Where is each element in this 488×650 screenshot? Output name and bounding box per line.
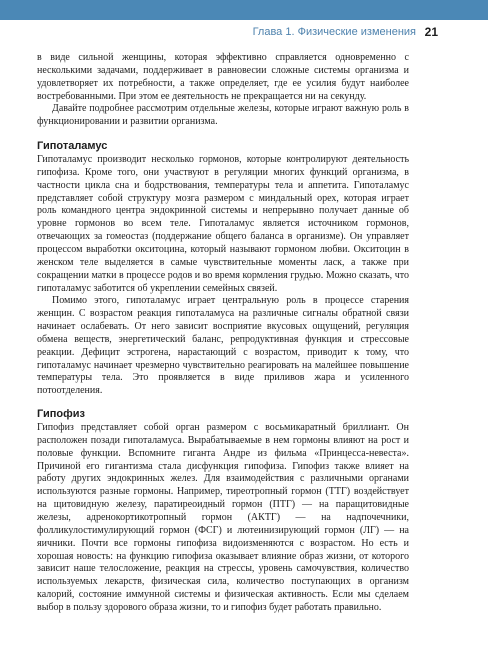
- section-heading-hypothalamus: Гипоталамус: [37, 140, 108, 153]
- intro-paragraph-continued: в виде сильной женщины, которая эффективно справляется одновременно с несколькими задачами, поддерживает в равновесии сложные системы организма и удовлетворяет их потребности, а также определяет, где ее усилия будут наиболее востребованными. При этом ее деятельность не прекращается ни на секунду.: [37, 52, 409, 102]
- hypothalamus-paragraph-2: Помимо этого, гипоталамус играет центральную роль в процессе старения женщин. С возрастом реакция гипоталамуса на различные сигналы обратной связи начинает ослабевать. От него зависит восприятие вкусовых ощущений, регуляция обмена веществ, энергетический баланс, репродуктивная функция и стрессовые реакции. Дефицит эстрогена, нарастающий с возрастом, приводит к тому, что гипоталамус начинает чрезмерно чувствительно реагировать на малейшее повышение температуры тела. Это проявляется в виде приливов жара и усиленного потоотделения.: [37, 295, 409, 397]
- pituitary-paragraph-1: Гипофиз представляет собой орган размером с восьмикаратный бриллиант. Он расположен позади гипоталамуса. Вырабатываемые в нем гормоны влияют на рост и половые функции. Вспомните гиганта Андре из фильма «Принцесса-невеста». Причиной его гигантизма стала дисфункция гипофиза. Гипофиз также влияет на работу других эндокринных желез. Для взаимодействия с различными органами используются разные гормоны. Например, тиреотропный гормон (ТТГ) воздействует на щитовидную железу, паратиреоидный гормон (ПТГ) — на паращитовидные железы, адренокортикотропный гормон (АКТГ) — на надпочечники, фолликулостимулирующий гормон (ФСГ) и лютеинизирующий гормон (ЛГ) — на яичники. Почти все гормоны гипофиза видоизменяются с возрастом. Но есть и хорошая новость: на функцию гипофиза оказывает влияние образ жизни, от которого зависит наше телосложение, реакция на стрессы, уровень самочувствия, количество используемых лекарств, физическая сила, количество поступающих в организм калорий, состояние иммунной системы и физическая активность. Если мы сделаем выбор в пользу здорового образа жизни, то и гипофиз будет работать правильно.: [37, 422, 409, 613]
- body-text-column: [37, 52, 409, 615]
- hypothalamus-paragraph-1: Гипоталамус производит несколько гормонов, которые контролируют деятельность гипофиза. Кроме того, они участвуют в регуляции многих функций организма, в частности цикла сна и бодрствования, температуры тела и аппетита. Гипоталамус представляет собой структуру мозга размером с миндальный орех, которая играет роль командного центра эндокринной системы и непрерывно получает данные об уровне гормонов во всем теле. Гипоталамус является источником гормонов, отвечающих за гомеостаз (поддержание общего баланса в организме). Он управляет процессом выработки окситоцина, который называют гормоном любви. Окситоцин в женском теле выделяется в самые чувствительные моменты ласк, а также при сокращении матки в процессе родов и во время кормления грудью. Можно сказать, что гипоталамус заботится об укреплении семейных связей.: [37, 154, 409, 294]
- page-number: 21: [424, 25, 438, 39]
- chapter-running-head: Глава 1. Физические изменения: [252, 26, 416, 38]
- intro-paragraph: Давайте подробнее рассмотрим отдельные железы, которые играют важную роль в функционировании и развитии организма.: [37, 103, 409, 128]
- header-accent-bar: [0, 0, 488, 20]
- section-heading-pituitary: Гипофиз: [37, 408, 85, 421]
